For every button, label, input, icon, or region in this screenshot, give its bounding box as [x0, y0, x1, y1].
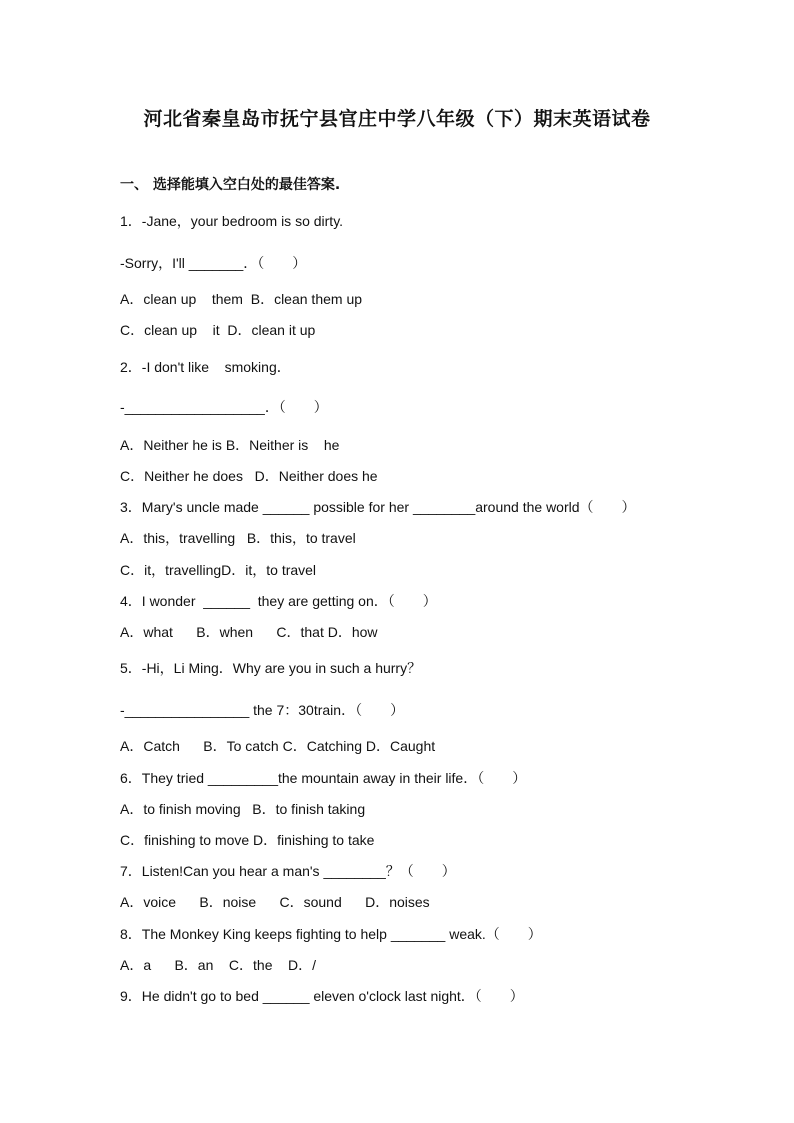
question-2-options-cd: C．Neither he does D．Neither does he: [120, 468, 378, 484]
question-1-prompt: 1．-Jane，your bedroom is so dirty.: [120, 213, 344, 229]
question-1-options-ab: A．clean up them B．clean them up: [120, 291, 363, 307]
question-2-response: -__________________．（ ）: [120, 399, 328, 415]
question-3-options-ab: A．this，travelling B．this，to travel: [120, 530, 356, 546]
question-6-prompt: 6．They tried _________the mountain away in their life．（ ）: [120, 770, 527, 786]
section-heading: 一、 选择能填入空白处的最佳答案.: [120, 177, 341, 193]
question-6-options-cd: C．finishing to move D．finishing to take: [120, 832, 375, 848]
question-7-prompt: 7．Listen!Can you hear a man's ________？（ ）: [120, 863, 456, 879]
question-3-prompt: 3．Mary's uncle made ______ possible for her ________around the world（ ）: [120, 499, 636, 515]
question-5-response: -________________ the 7：30train．（ ）: [120, 702, 405, 718]
question-4-prompt: 4．I wonder ______ they are getting on．（ ）: [120, 593, 437, 609]
question-5-options: A．Catch B．To catch C．Catching D．Caught: [120, 738, 436, 754]
question-5-prompt: 5．-Hi，Li Ming．Why are you in such a hurry？: [120, 660, 422, 676]
question-1-response: -Sorry，I'll _______．（ ）: [120, 255, 307, 271]
question-9-prompt: 9．He didn't go to bed ______ eleven o'clock last night．（ ）: [120, 988, 524, 1004]
question-8-prompt: 8．The Monkey King keeps fighting to help _______ weak.（ ）: [120, 926, 542, 942]
question-4-options: A．what B．when C．that D．how: [120, 624, 378, 640]
question-2-options-ab: A．Neither he is B．Neither is he: [120, 437, 340, 453]
exam-title: 河北省秦皇岛市抚宁县官庄中学八年级（下）期末英语试卷: [143, 108, 651, 130]
question-3-options-cd: C．it，travellingD．it，to travel: [120, 562, 317, 578]
question-7-options: A．voice B．noise C．sound D．noises: [120, 894, 430, 910]
question-8-options: A．a B．an C．the D．/: [120, 957, 317, 973]
question-2-prompt: 2．-I don't like smoking．: [120, 359, 291, 375]
question-1-options-cd: C．clean up it D．clean it up: [120, 322, 316, 338]
question-6-options-ab: A．to finish moving B．to finish taking: [120, 801, 366, 817]
